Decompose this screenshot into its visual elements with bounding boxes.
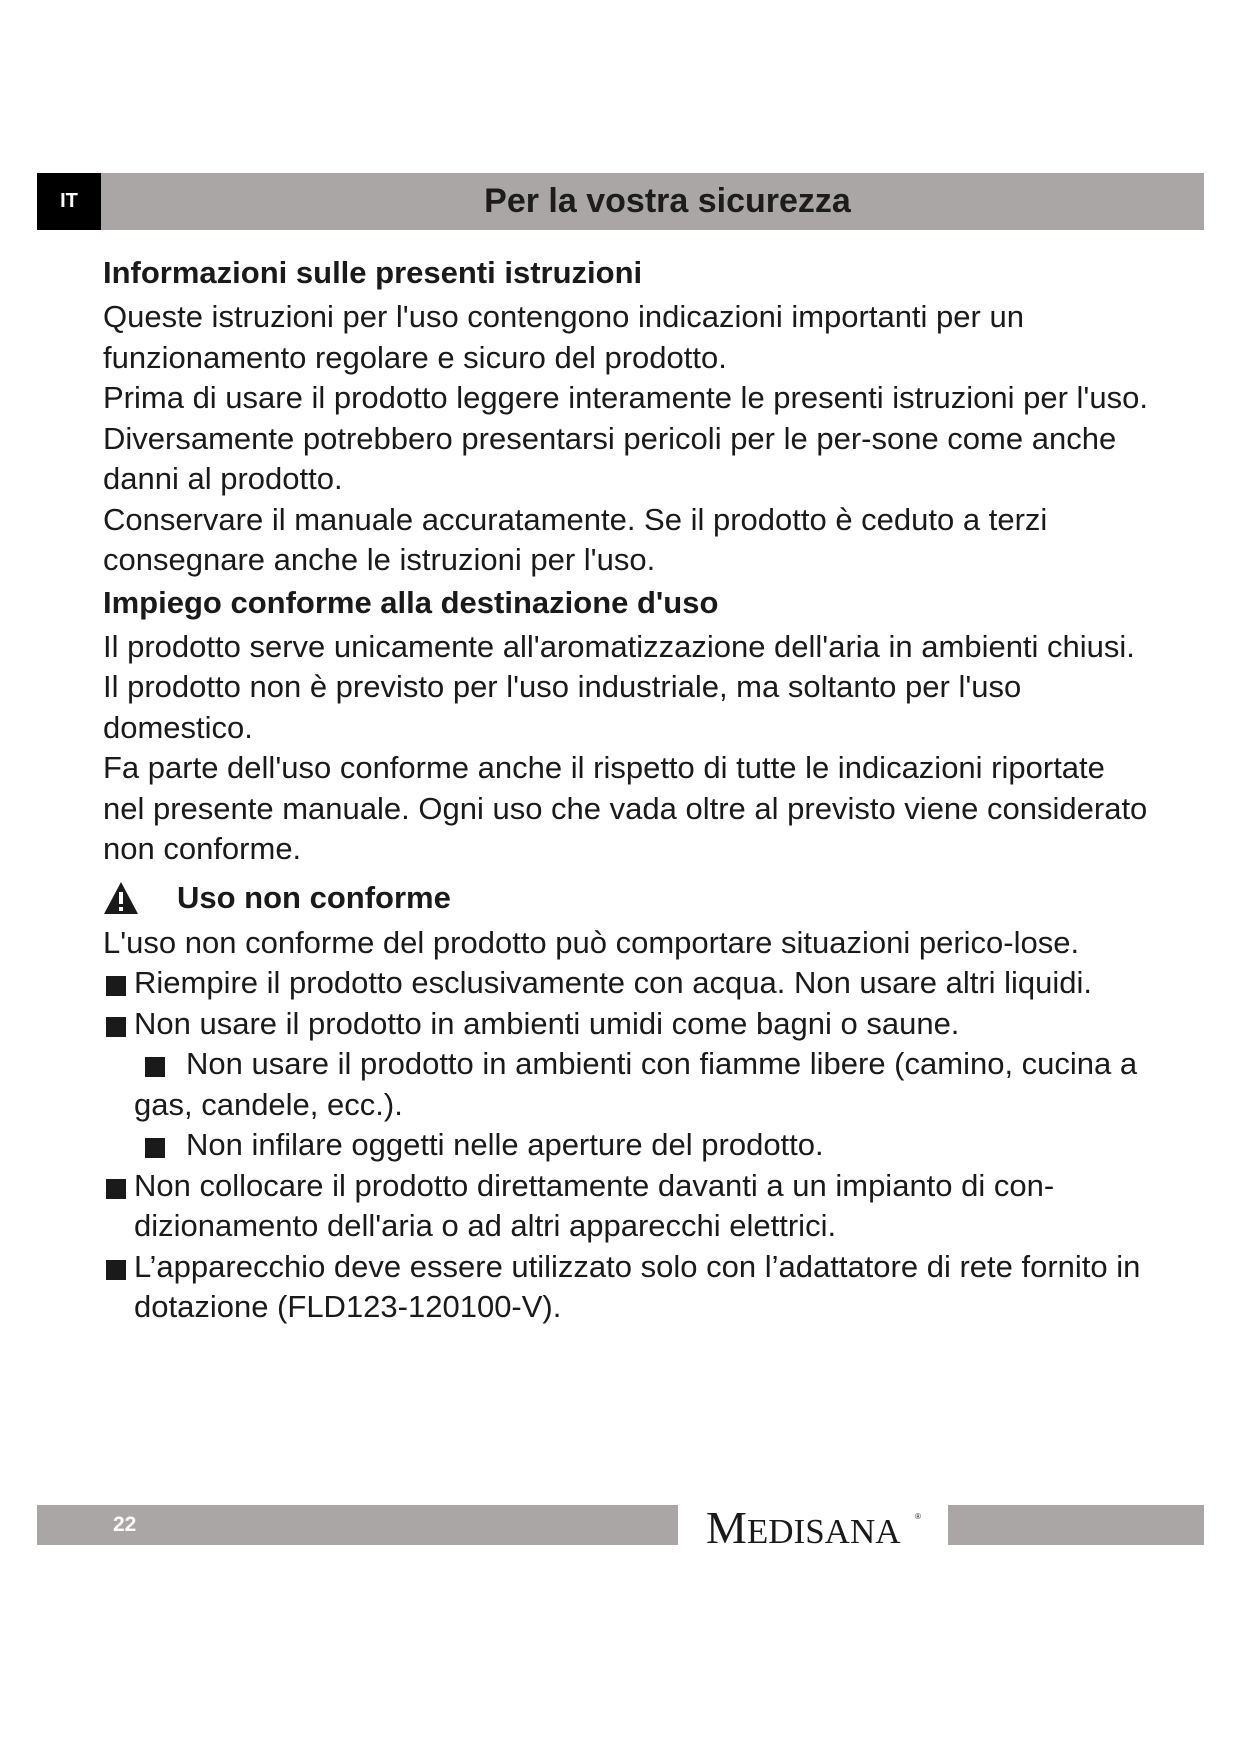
list-item [103,1166,1153,1247]
list-item [103,1247,1153,1328]
list-item [103,1004,1153,1045]
page-title: Per la vostra sicurezza [484,182,851,220]
list-item-text: Non infilare oggetti nelle aperture del prodotto. [186,1127,824,1162]
bullet-square-icon [106,976,126,996]
section-heading-instructions: Informazioni sulle presenti istruzioni [103,255,643,290]
section-heading-intended-use: Impiego conforme alla destinazione d'uso [103,584,719,620]
bullet-list [103,963,1153,1328]
list-item [103,963,1153,1004]
warning-heading-label: Uso non conforme [177,879,451,915]
bullet-square-icon [145,1138,165,1158]
list-item-text: Riempire il prodotto esclusivamente con acqua. Non usare altri liquidi. [134,965,1093,1000]
svg-text:MEDISANA: MEDISANA [706,1502,901,1553]
paragraph: Conservare il manuale accuratamente. Se il prodotto è ceduto a terzi consegnare anche le istruzioni per l'uso. [103,501,1048,577]
paragraph: Prima di usare il prodotto leggere interamente le presenti istruzioni per l'uso. Diversamente potrebbero presentarsi pericoli per le per-sone come anche danni al prodotto. [103,380,1148,496]
footer-bar-right [948,1505,1204,1545]
list-item [103,1044,1153,1125]
list-item [103,1125,1153,1166]
content-area [103,253,1153,1328]
header-bar [101,173,1204,230]
list-item-text: Non usare il prodotto in ambienti con fiamme libere (camino, cucina a gas, candele, ecc.). [134,1046,1138,1122]
list-item-text: Non collocare il prodotto direttamente davanti a un impianto di con-dizionamento dell'aria o ad altri apparecchi elettrici. [134,1167,1055,1243]
medisana-logo [706,1497,922,1553]
footer-bar-left [37,1505,678,1545]
warning-triangle-icon [103,881,139,915]
list-item-text: Non usare il prodotto in ambienti umidi come bagni o saune. [134,1005,960,1041]
language-tab: IT [37,173,101,230]
bullet-square-icon [106,1179,126,1199]
paragraph: L'uso non conforme del prodotto può comportare situazioni perico-lose. [103,924,1080,960]
warning-heading [103,878,1153,918]
list-item-text: L’apparecchio deve essere utilizzato solo con l’adattatore di rete fornito in dotazione (FLD123-120100-V). [134,1248,1141,1324]
paragraph: Fa parte dell'uso conforme anche il rispetto di tutte le indicazioni riportate nel presente manuale. Ogni uso che vada oltre al previsto viene considerato non conforme. [103,750,1148,866]
bullet-square-icon [145,1057,165,1077]
svg-text:®: ® [915,1512,921,1521]
bullet-square-icon [106,1017,126,1037]
paragraph: Il prodotto serve unicamente all'aromatizzazione dell'aria in ambienti chiusi. Il prodotto non è previsto per l'uso industriale, ma soltanto per l'uso domestico. [103,628,1135,745]
bullet-square-icon [106,1260,126,1280]
page-number: 22 [113,1513,137,1536]
paragraph: Queste istruzioni per l'uso contengono indicazioni importanti per un funzionamento regolare e sicuro del prodotto. [103,299,1024,375]
